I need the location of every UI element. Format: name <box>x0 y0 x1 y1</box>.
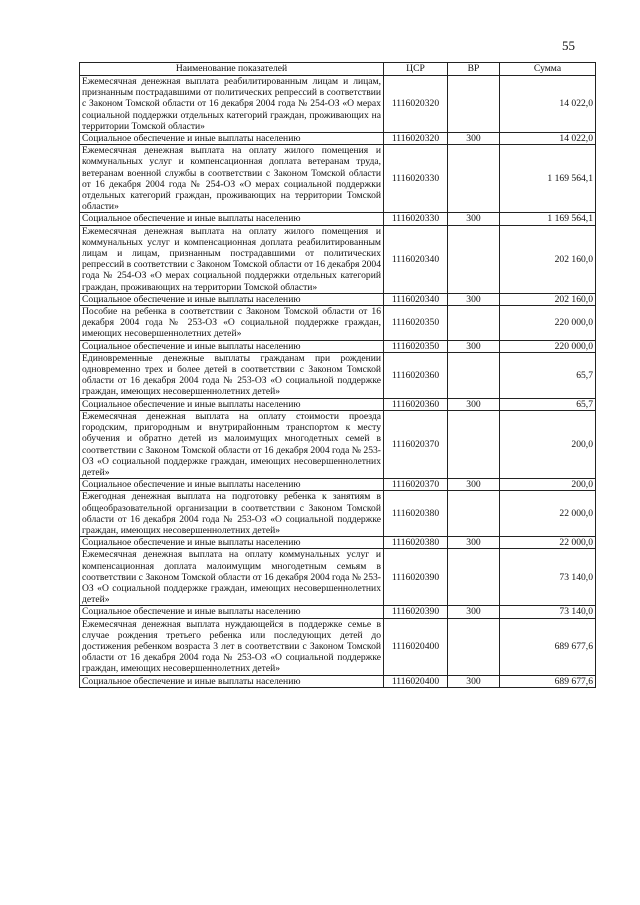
row-name: Ежемесячная денежная выплата на оплату жилого помещения и коммунальных услуг и компенсационная доплата ветеранам труда, ветеранам военной службы в соответствии с Законом Томской области от 16 декабря 2004 года № 254-ОЗ «О мерах социальной поддержки отдельных категорий граждан, проживающих на территории Томской области» <box>80 145 384 213</box>
row-name: Ежемесячная денежная выплата на оплату коммунальных услуг и компенсационная доплата малоимущим многодетным семьям в соответствии с Законом Томской области от 16 декабря 2004 года № 253-ОЗ «О социальной поддержке граждан, имеющих несовершеннолетних детей» <box>80 549 384 606</box>
table-row <box>80 549 596 606</box>
row-name: Социальное обеспечение и иные выплаты населению <box>80 675 384 687</box>
table-row <box>80 398 596 410</box>
table-row <box>80 213 596 225</box>
page-number: 55 <box>562 38 575 53</box>
row-sum: 22 000,0 <box>500 491 596 537</box>
row-vr <box>448 352 500 398</box>
table-row <box>80 293 596 305</box>
header-vr: ВР <box>448 63 500 76</box>
row-name: Социальное обеспечение и иные выплаты населению <box>80 213 384 225</box>
row-csr: 1116020380 <box>384 537 448 549</box>
row-name: Социальное обеспечение и иные выплаты населению <box>80 133 384 145</box>
row-sum: 65,7 <box>500 398 596 410</box>
row-csr: 1116020360 <box>384 398 448 410</box>
row-name: Социальное обеспечение и иные выплаты населению <box>80 398 384 410</box>
row-vr: 300 <box>448 398 500 410</box>
row-name: Единовременные денежные выплаты гражданам при рождении одновременно трех и более детей в соответствии с Законом Томской области от 16 декабря 2004 года № 253-ОЗ «О социальной поддержке граждан, имеющих несовершеннолетних детей» <box>80 352 384 398</box>
row-csr: 1116020360 <box>384 352 448 398</box>
row-name: Социальное обеспечение и иные выплаты населению <box>80 606 384 618</box>
row-vr: 300 <box>448 537 500 549</box>
table-row <box>80 537 596 549</box>
row-sum: 220 000,0 <box>500 306 596 341</box>
table-row <box>80 479 596 491</box>
row-sum: 14 022,0 <box>500 76 596 133</box>
row-vr: 300 <box>448 606 500 618</box>
row-vr: 300 <box>448 293 500 305</box>
row-vr: 300 <box>448 479 500 491</box>
row-name: Социальное обеспечение и иные выплаты населению <box>80 293 384 305</box>
table-row <box>80 618 596 675</box>
row-name: Ежемесячная денежная выплата на оплату стоимости проезда городским, пригородным и внутрирайонным транспортом к месту обучения и обратно детей из малоимущих многодетных семей в соответствии с Законом Томской области от 16 декабря 2004 года № 253-ОЗ «О социальной поддержке граждан, имеющих несовершеннолетних детей» <box>80 410 384 478</box>
row-vr <box>448 306 500 341</box>
table-header-row <box>80 63 596 76</box>
row-sum: 22 000,0 <box>500 537 596 549</box>
row-name: Ежемесячная денежная выплата на оплату жилого помещения и коммунальных услуг и компенсационная доплата реабилитированным лицам и лицам, признанным пострадавшими от политических репрессий в соответствии с Законом Томской области от 16 декабря 2004 года № 254-ОЗ «О мерах социальной поддержки отдельных категорий граждан, проживающих на территории Томской области» <box>80 225 384 293</box>
row-csr: 1116020330 <box>384 145 448 213</box>
table-row <box>80 225 596 293</box>
row-name: Социальное обеспечение и иные выплаты населению <box>80 479 384 491</box>
row-sum: 73 140,0 <box>500 606 596 618</box>
row-sum: 1 169 564,1 <box>500 145 596 213</box>
row-sum: 65,7 <box>500 352 596 398</box>
row-sum: 200,0 <box>500 410 596 478</box>
header-sum: Сумма <box>500 63 596 76</box>
row-sum: 220 000,0 <box>500 340 596 352</box>
row-name: Ежемесячная денежная выплата реабилитированным лицам и лицам, признанным пострадавшими от политических репрессий в соответствии с Законом Томской области от 16 декабря 2004 года № 254-ОЗ «О мерах социальной поддержки отдельных категорий граждан, проживающих на территории Томской области» <box>80 76 384 133</box>
row-csr: 1116020320 <box>384 133 448 145</box>
row-name: Пособие на ребенка в соответствии с Законом Томской области от 16 декабря 2004 года № 253-ОЗ «О социальной поддержке граждан, имеющих несовершеннолетних детей» <box>80 306 384 341</box>
row-vr <box>448 76 500 133</box>
row-sum: 689 677,6 <box>500 618 596 675</box>
table-row <box>80 491 596 537</box>
row-sum: 1 169 564,1 <box>500 213 596 225</box>
row-vr: 300 <box>448 133 500 145</box>
row-name: Социальное обеспечение и иные выплаты населению <box>80 537 384 549</box>
row-vr <box>448 491 500 537</box>
row-name: Социальное обеспечение и иные выплаты населению <box>80 340 384 352</box>
row-csr: 1116020340 <box>384 225 448 293</box>
table-row <box>80 410 596 478</box>
table-row <box>80 340 596 352</box>
row-name: Ежегодная денежная выплата на подготовку ребенка к занятиям в общеобразовательной организации в соответствии с Законом Томской области от 16 декабря 2004 года № 253-ОЗ «О социальной поддержке граждан, имеющих несовершеннолетних детей» <box>80 491 384 537</box>
row-vr <box>448 145 500 213</box>
row-vr: 300 <box>448 340 500 352</box>
row-csr: 1116020400 <box>384 675 448 687</box>
table-row <box>80 76 596 133</box>
row-sum: 689 677,6 <box>500 675 596 687</box>
row-sum: 200,0 <box>500 479 596 491</box>
row-csr: 1116020330 <box>384 213 448 225</box>
row-vr: 300 <box>448 675 500 687</box>
row-sum: 202 160,0 <box>500 293 596 305</box>
table-row <box>80 133 596 145</box>
row-sum: 14 022,0 <box>500 133 596 145</box>
table-row <box>80 145 596 213</box>
row-vr <box>448 225 500 293</box>
table-row <box>80 306 596 341</box>
row-vr <box>448 549 500 606</box>
header-name: Наименование показателей <box>80 63 384 76</box>
table-row <box>80 352 596 398</box>
header-csr: ЦСР <box>384 63 448 76</box>
row-vr <box>448 410 500 478</box>
row-csr: 1116020320 <box>384 76 448 133</box>
row-vr: 300 <box>448 213 500 225</box>
table-row <box>80 606 596 618</box>
row-csr: 1116020340 <box>384 293 448 305</box>
row-sum: 73 140,0 <box>500 549 596 606</box>
row-csr: 1116020370 <box>384 410 448 478</box>
row-csr: 1116020390 <box>384 549 448 606</box>
row-csr: 1116020380 <box>384 491 448 537</box>
row-csr: 1116020350 <box>384 306 448 341</box>
row-vr <box>448 618 500 675</box>
row-csr: 1116020400 <box>384 618 448 675</box>
budget-table <box>79 62 596 688</box>
row-csr: 1116020350 <box>384 340 448 352</box>
row-csr: 1116020390 <box>384 606 448 618</box>
row-csr: 1116020370 <box>384 479 448 491</box>
row-sum: 202 160,0 <box>500 225 596 293</box>
table-row <box>80 675 596 687</box>
row-name: Ежемесячная денежная выплата нуждающейся в поддержке семье в случае рождения третьего ребенка или последующих детей до достижения ребенком возраста 3 лет в соответствии с Законом Томской области от 16 декабря 2004 года № 253-ОЗ «О социальной поддержке граждан, имеющих несовершеннолетних детей» <box>80 618 384 675</box>
